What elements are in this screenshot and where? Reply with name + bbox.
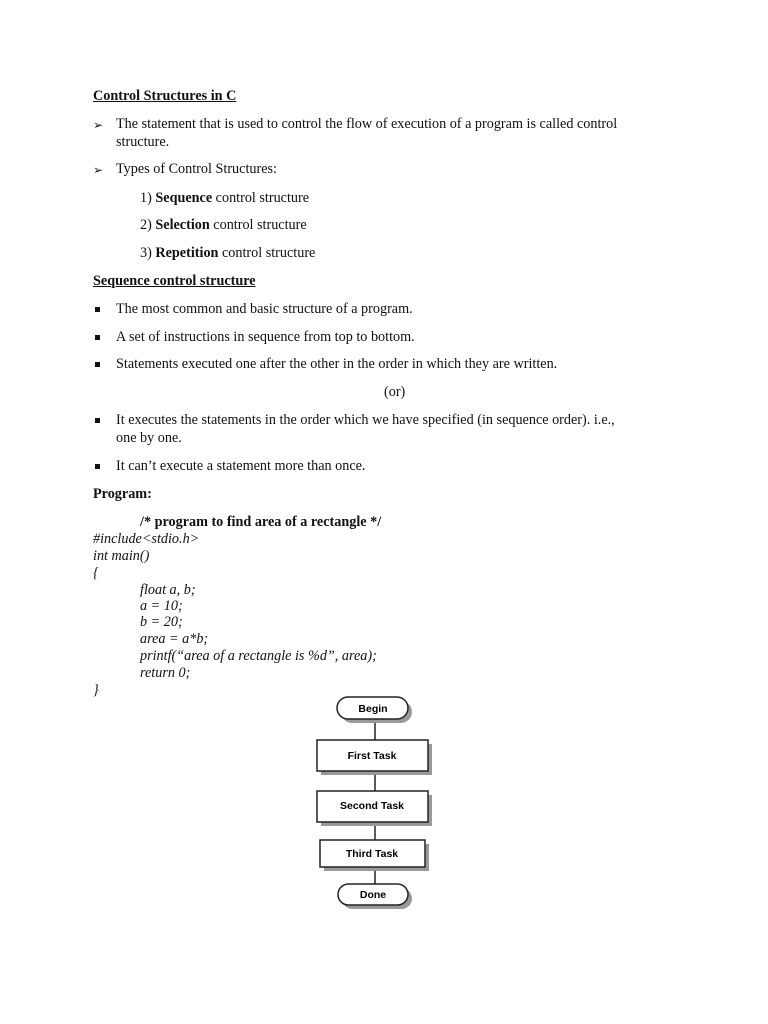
type-number: 2): [140, 217, 152, 233]
flow-task-label: Third Task: [345, 848, 399, 860]
flow-begin-label: Begin: [358, 703, 388, 715]
code-line: area = a*b;: [140, 631, 209, 647]
type-number: 1): [140, 190, 152, 206]
sequence-bullet-2: A set of instructions in sequence from top to bottom.: [116, 329, 415, 345]
flow-begin-terminator: [337, 697, 412, 723]
sequence-bullet-1: The most common and basic structure of a program.: [116, 301, 413, 317]
sequence-bullet-3: Statements executed one after the other in the order in which they are written.: [116, 356, 558, 372]
flow-process-third-task: [320, 840, 429, 871]
flow-task-label: First Task: [347, 750, 397, 762]
flow-task-label: Second Task: [340, 800, 404, 812]
intro-bullet-1-line1: The statement that is used to control the flow of execution of a program is called control: [116, 116, 618, 132]
sequence-bullet-4-line1: It executes the statements in the order which we have specified (in sequence order). i.e.,: [116, 412, 615, 428]
program-label: Program:: [93, 486, 152, 502]
code-line: float a, b;: [140, 582, 196, 598]
code-line: int main(): [93, 548, 150, 564]
flow-process-first-task: [317, 740, 432, 775]
type-rest: control structure: [213, 217, 307, 233]
code-line: a = 10;: [140, 598, 183, 614]
or-separator: (or): [384, 384, 406, 400]
code-line: b = 20;: [140, 614, 183, 630]
arrow-bullet-icon: ➢: [93, 163, 104, 177]
program-comment: /* program to find area of a rectangle */: [140, 514, 382, 530]
section-heading-sequence: Sequence control structure: [93, 273, 256, 289]
arrow-bullet-icon: ➢: [93, 118, 104, 132]
type-rest: control structure: [215, 190, 310, 206]
code-line: {: [93, 565, 99, 581]
sequence-bullet-5: It can’t execute a statement more than once.: [116, 458, 366, 474]
code-line: printf(“area of a rectangle is %d”, area);: [140, 648, 377, 664]
code-line: }: [93, 682, 99, 698]
intro-bullet-2: Types of Control Structures:: [116, 161, 277, 177]
flow-done-label: Done: [359, 889, 387, 901]
type-name: Sequence: [155, 190, 213, 206]
type-rest: control structure: [221, 245, 316, 261]
type-number: 3): [140, 245, 152, 261]
code-line: return 0;: [140, 665, 191, 681]
flow-done-terminator: [338, 884, 412, 909]
code-line: #include<stdio.h>: [93, 531, 200, 547]
type-name: Selection: [155, 217, 210, 233]
flow-process-second-task: [317, 791, 432, 826]
type-name: Repetition: [155, 245, 219, 261]
page-title: Control Structures in C: [93, 88, 237, 104]
sequence-bullet-4-line2: one by one.: [116, 430, 182, 446]
intro-bullet-1-line2: structure.: [116, 134, 170, 150]
